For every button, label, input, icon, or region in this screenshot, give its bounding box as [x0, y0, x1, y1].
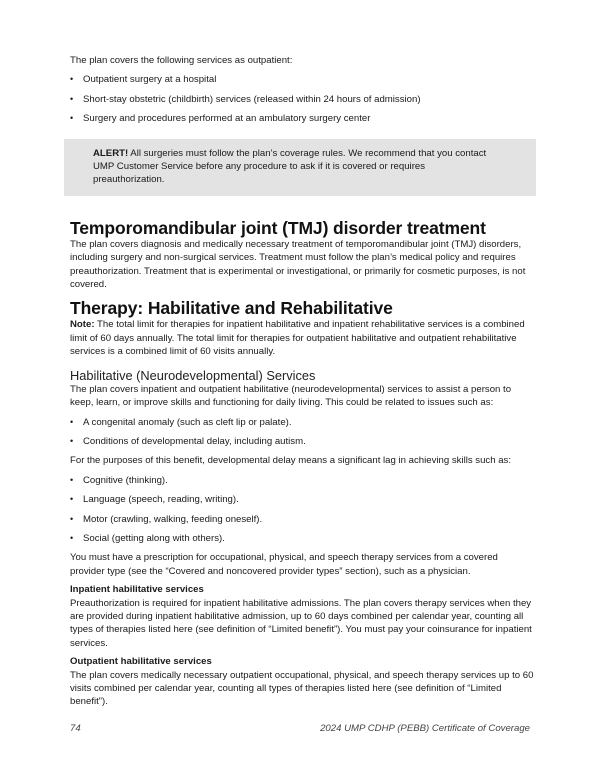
note-text: The total limit for therapies for inpatient habilitative and inpatient rehabilitative services is a combined limit of 60 days annually. The total limit for therapies for outpatient habilitative and outpatient rehabilitative services is a combined limit of 60 visits annually.: [70, 319, 525, 358]
outpatient-list: [70, 73, 535, 125]
note-label: Note:: [70, 319, 95, 331]
skills-list: [70, 474, 535, 546]
list-item: • Motor (crawling, walking, feeding oneself).: [70, 513, 535, 526]
list-item: • Social (getting along with others).: [70, 532, 535, 545]
list-item: • Conditions of developmental delay, including autism.: [70, 435, 535, 448]
list-item: • Outpatient surgery at a hospital: [70, 73, 535, 86]
page-content: [70, 50, 535, 709]
list-item: • A congenital anomaly (such as cleft lip or palate).: [70, 416, 535, 429]
outpatient-intro: The plan covers the following services as outpatient:: [70, 55, 293, 66]
alert-text: [93, 147, 496, 187]
issues-list: [70, 416, 535, 449]
therapy-note: [70, 318, 535, 358]
list-item: • Surgery and procedures performed at an ambulatory surgery center: [70, 112, 535, 125]
therapy-heading: Therapy: Habilitative and Rehabilitative: [70, 298, 393, 319]
tmj-heading: Temporomandibular joint (TMJ) disorder treatment: [70, 217, 486, 238]
alert-box: [64, 139, 536, 196]
habilitative-heading: Habilitative (Neurodevelopmental) Services: [70, 367, 316, 383]
inpatient-heading: Inpatient habilitative services: [70, 584, 204, 596]
inpatient-body: Preauthorization is required for inpatient habilitative admissions. The plan covers therapy services when they are provided during inpatient habilitative admission, up to 60 days combined per calendar year, counting all types of therapies listed here (see definition of “Limited benefit”). You must pay your coinsurance for inpatient services.: [70, 597, 532, 649]
list-item: • Short-stay obstetric (childbirth) services (released within 24 hours of admission): [70, 93, 535, 106]
habilitative-intro: The plan covers inpatient and outpatient habilitative (neurodevelopmental) services to assist a person to keep, learn, or improve skills and functioning for daily living. This could be related to issues such as:: [70, 383, 512, 409]
alert-label: ALERT!: [93, 147, 129, 159]
page-number: 74: [70, 723, 81, 734]
list-item: • Cognitive (thinking).: [70, 474, 535, 487]
alert-body: All surgeries must follow the plan’s coverage rules. We recommend that you contact UMP Customer Service before any procedure to ask if it is covered or requires preauthorization.: [93, 147, 487, 186]
outpatient-hab-body: The plan covers medically necessary outpatient occupational, physical, and speech therapy services up to 60 visits combined per calendar year, counting all types of therapies listed here (see definition of “Limited benefit”).: [70, 669, 534, 708]
tmj-body: The plan covers diagnosis and medically necessary treatment of temporomandibular joint (TMJ) disorders, including surgery and non-surgical services. Treatment must follow the plan’s medical policy and requires preauthorization. Treatment that is experimental or investigational, or primarily for cosmetic purposes, is not covered.: [70, 238, 526, 291]
document-title: 2024 UMP CDHP (PEBB) Certificate of Coverage: [320, 723, 530, 734]
delay-text: For the purposes of this benefit, developmental delay means a significant lag in achieving skills such as:: [70, 455, 512, 467]
list-item: • Language (speech, reading, writing).: [70, 493, 535, 506]
outpatient-hab-heading: Outpatient habilitative services: [70, 656, 212, 668]
prescription-text: You must have a prescription for occupational, physical, and speech therapy services from a covered provider type (see the “Covered and noncovered provider types” section), such as a physician.: [70, 552, 498, 577]
